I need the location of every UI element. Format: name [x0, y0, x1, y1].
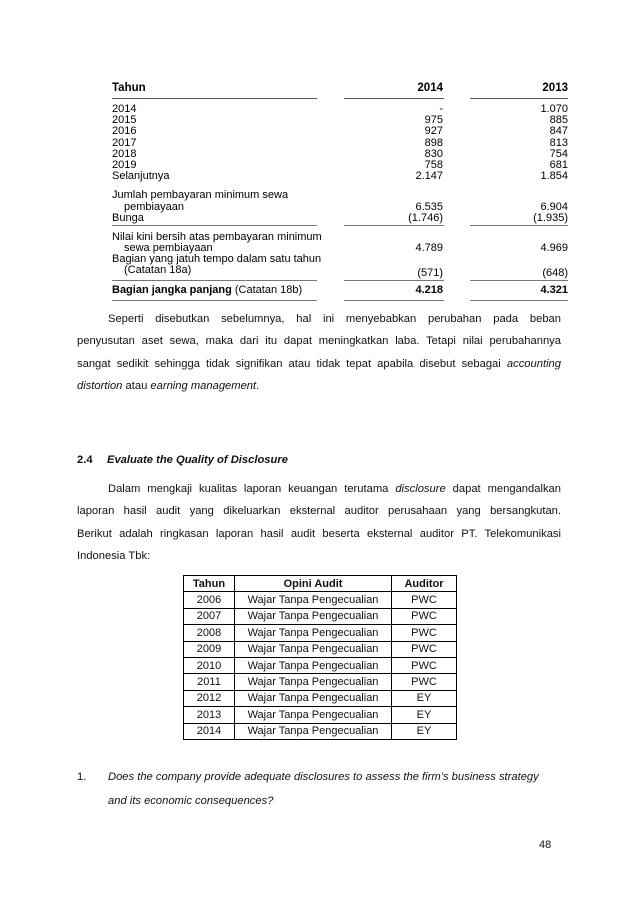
audit-year: 2014 — [184, 723, 235, 739]
audit-year: 2012 — [184, 690, 235, 706]
audit-opinion: Wajar Tanpa Pengecualian — [235, 707, 392, 723]
audit-opinion: Wajar Tanpa Pengecualian — [235, 674, 392, 690]
longterm-label-bold: Bagian jangka panjang — [112, 284, 232, 297]
header-2013: 2013 — [542, 82, 568, 94]
para2-line1 — [77, 478, 561, 500]
value-2013: 681 — [549, 158, 568, 171]
audit-auditor: PWC — [392, 641, 457, 657]
audit-auditor: PWC — [392, 625, 457, 641]
audit-opinion: Wajar Tanpa Pengecualian — [235, 641, 392, 657]
header-rule-2014 — [344, 98, 444, 99]
finance-row — [112, 115, 568, 126]
para1-line2: penyusutan aset sewa, maka dari itu dapat meningkatkan laba. Tetapi nilai perubahannya — [77, 335, 561, 348]
para2-line1-c: dapat mengandalkan — [452, 483, 561, 495]
interest-row — [112, 213, 568, 224]
question-text — [108, 765, 561, 813]
para1-line4 — [77, 375, 561, 397]
section-title: Evaluate the Quality of Disclosure — [107, 454, 288, 466]
year-label: Selanjutnya — [112, 170, 170, 183]
current-label: Bagian yang jatuh tempo dalam satu tahun — [112, 253, 322, 266]
min-lease-2013: 6.904 — [540, 200, 568, 213]
min-lease-row-1 — [112, 190, 568, 201]
finance-table-header — [112, 83, 568, 101]
audit-opinion: Wajar Tanpa Pengecualian — [235, 690, 392, 706]
para1-earning-management: earning management — [150, 380, 257, 393]
para1-line1: Seperti disebutkan sebelumnya, hal ini menyebabkan perubahan pada beban — [108, 313, 561, 325]
npv-label: Nilai kini bersih atas pembayaran minimum — [112, 230, 322, 243]
audit-year: 2010 — [184, 657, 235, 673]
audit-auditor: PWC — [392, 608, 457, 624]
value-2014: 758 — [424, 158, 443, 171]
finance-row — [112, 160, 568, 171]
audit-opinion: Wajar Tanpa Pengecualian — [235, 592, 392, 608]
table-row — [184, 641, 457, 657]
longterm-row — [112, 285, 568, 296]
finance-row — [112, 138, 568, 149]
longterm-note: (Catatan 18b) — [231, 284, 303, 297]
audit-auditor: PWC — [392, 657, 457, 673]
header-rule-2013 — [470, 98, 568, 99]
current-label-2: (Catatan 18a) — [124, 264, 192, 277]
paragraph-lease — [77, 308, 561, 398]
audit-opinion: Wajar Tanpa Pengecualian — [235, 657, 392, 673]
audit-year: 2009 — [184, 641, 235, 657]
finance-row — [112, 104, 568, 115]
question-number: 1. — [77, 771, 87, 783]
audit-auditor: EY — [392, 707, 457, 723]
section-number: 2.4 — [77, 454, 93, 466]
value-2014: 927 — [424, 125, 443, 138]
para1-distortion: distortion — [77, 380, 123, 393]
value-2014: 2.147 — [415, 170, 443, 183]
para1-accounting: accounting — [506, 357, 562, 370]
table-row — [184, 625, 457, 641]
audit-auditor: EY — [392, 723, 457, 739]
value-2014: 975 — [424, 114, 443, 127]
audit-year: 2013 — [184, 707, 235, 723]
finance-row — [112, 126, 568, 137]
para1-line3-text: sangat sedikit sehingga tidak signifikan atau tidak tepat apabila disebut sebagai — [77, 357, 501, 370]
min-lease-row-2 — [112, 202, 568, 213]
value-2013: 1.070 — [540, 103, 568, 115]
year-label: 2015 — [112, 114, 137, 127]
header-2014: 2014 — [417, 82, 443, 94]
audit-header-opinion: Opini Audit — [235, 576, 392, 592]
current-2013: (648) — [542, 267, 568, 280]
audit-year: 2011 — [184, 674, 235, 690]
interest-2013: (1.935) — [533, 211, 568, 224]
finance-row — [112, 149, 568, 160]
table-row — [184, 657, 457, 673]
min-lease-label-2: pembiayaan — [124, 200, 184, 213]
double-rule — [112, 297, 568, 301]
table-row — [184, 707, 457, 723]
table-row — [184, 723, 457, 739]
value-2013: 847 — [549, 125, 568, 138]
current-row-2 — [112, 265, 568, 279]
longterm-label — [112, 285, 302, 296]
question-line1: Does the company provide adequate disclosures to assess the firm’s business strategy — [108, 771, 539, 783]
para1-atau: atau — [122, 380, 151, 393]
table-row — [184, 608, 457, 624]
value-2013: 1.854 — [540, 170, 568, 183]
separator — [112, 224, 568, 227]
paragraph-disclosure — [77, 478, 561, 568]
year-label: 2016 — [112, 125, 137, 138]
audit-header-year: Tahun — [184, 576, 235, 592]
audit-year: 2007 — [184, 608, 235, 624]
audit-table-body — [184, 592, 457, 740]
table-row — [184, 592, 457, 608]
audit-opinion: Wajar Tanpa Pengecualian — [235, 625, 392, 641]
para1-period: . — [256, 380, 260, 393]
min-lease-label: Jumlah pembayaran minimum sewa — [112, 189, 289, 202]
audit-header-auditor: Auditor — [392, 576, 457, 592]
audit-year: 2008 — [184, 625, 235, 641]
finance-row — [112, 171, 568, 182]
audit-auditor: EY — [392, 690, 457, 706]
npv-label-2: sewa pembiayaan — [124, 242, 213, 255]
para2-line2: laporan hasil audit yang dikeluarkan eksternal auditor perusahaan yang bersangkutan. — [77, 505, 561, 518]
audit-auditor: PWC — [392, 674, 457, 690]
value-2014: - — [439, 103, 443, 115]
interest-2014: (1.746) — [408, 211, 443, 224]
separator — [112, 279, 568, 282]
header-year: Tahun — [112, 82, 146, 94]
audit-opinion: Wajar Tanpa Pengecualian — [235, 608, 392, 624]
para2-disclosure: disclosure — [395, 483, 446, 495]
audit-opinion: Wajar Tanpa Pengecualian — [235, 723, 392, 739]
finance-lease-table — [112, 83, 568, 301]
para2-line3: Berikut adalah ringkasan laporan hasil audit beserta eksternal auditor PT. Telekomunikasi — [77, 527, 561, 540]
finance-year-rows — [112, 104, 568, 182]
para1-line3 — [77, 353, 561, 375]
min-lease-2014: 6.535 — [415, 200, 443, 213]
audit-opinion-table — [183, 575, 457, 740]
year-label: 2017 — [112, 136, 137, 149]
audit-auditor: PWC — [392, 592, 457, 608]
year-label: 2019 — [112, 158, 137, 171]
table-row — [184, 690, 457, 706]
npv-2014: 4.789 — [415, 242, 443, 255]
audit-year: 2006 — [184, 592, 235, 608]
current-2014: (571) — [417, 267, 443, 280]
para2-line4: Indonesia Tbk: — [77, 550, 151, 563]
value-2014: 898 — [424, 136, 443, 149]
page-number: 48 — [539, 839, 552, 851]
question-1 — [77, 765, 561, 813]
question-line2: and its economic consequences? — [108, 795, 274, 807]
header-rule-label — [112, 98, 317, 99]
section-heading — [77, 454, 288, 466]
audit-table-header — [184, 576, 457, 592]
value-2014: 830 — [424, 147, 443, 160]
year-label: 2018 — [112, 147, 137, 160]
longterm-2013: 4.321 — [540, 284, 568, 297]
value-2013: 813 — [549, 136, 568, 149]
year-label: 2014 — [112, 103, 137, 115]
value-2013: 754 — [549, 147, 568, 160]
npv-2013: 4.969 — [540, 242, 568, 255]
longterm-2014: 4.218 — [415, 284, 443, 297]
value-2013: 885 — [549, 114, 568, 127]
table-row — [184, 674, 457, 690]
interest-label: Bunga — [112, 211, 144, 224]
para2-line1-a: Dalam mengkaji kualitas laporan keuangan terutama — [108, 483, 389, 495]
